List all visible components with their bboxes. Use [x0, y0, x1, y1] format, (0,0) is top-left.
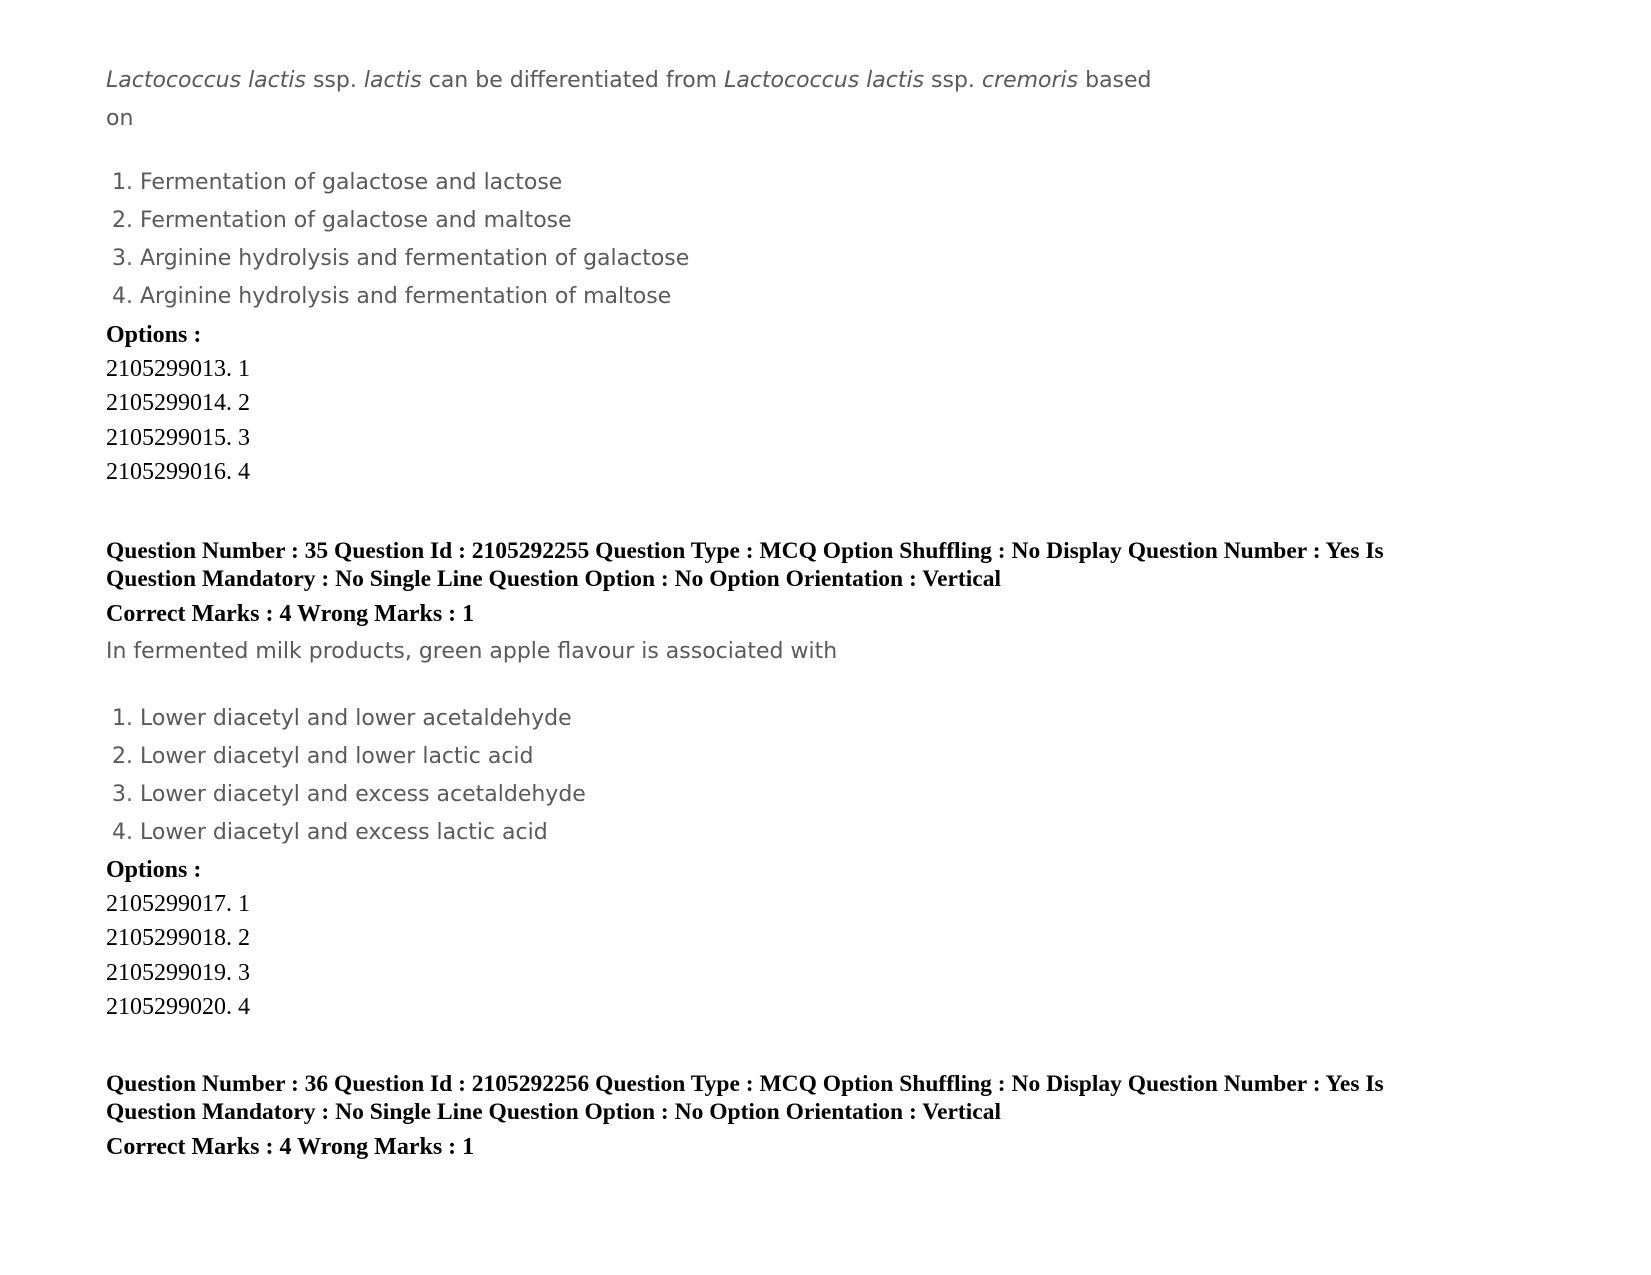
q35-options	[106, 887, 250, 1024]
q34-choice-4: 4. Arginine hydrolysis and fermentation of maltose	[112, 284, 672, 309]
q34-choice-2: 2. Fermentation of galactose and maltose	[112, 208, 572, 233]
q34-choice-1: 1. Fermentation of galactose and lactose	[112, 170, 563, 195]
q35-stem: In fermented milk products, green apple flavour is associated with	[106, 639, 838, 664]
q34-option-4: 2105299016. 4	[106, 458, 250, 485]
q34-option-1: 2105299013. 1	[106, 356, 250, 382]
q35-options-label: Options :	[106, 857, 202, 883]
q34-options	[106, 352, 250, 489]
q35-choice-3: 3. Lower diacetyl and excess acetaldehyde	[112, 782, 586, 807]
q34-choices	[112, 164, 689, 316]
q34-option-3: 2105299015. 3	[106, 424, 250, 451]
q35-choice-4: 4. Lower diacetyl and excess lactic acid	[112, 820, 548, 845]
q36-marks: Correct Marks : 4 Wrong Marks : 1	[106, 1134, 475, 1160]
q35-option-4: 2105299020. 4	[106, 993, 250, 1020]
q35-option-3: 2105299019. 3	[106, 959, 250, 986]
q35-choices	[112, 700, 586, 852]
q35-choice-2: 2. Lower diacetyl and lower lactic acid	[112, 744, 534, 769]
q35-option-2: 2105299018. 2	[106, 925, 250, 952]
q34-stem-line2: on	[106, 106, 134, 131]
q35-meta-line1: Question Number : 35 Question Id : 2105292255 Question Type : MCQ Option Shuffling : No Display Question Number : Yes Is	[106, 538, 1384, 564]
q35-option-1: 2105299017. 1	[106, 891, 250, 917]
q35-meta	[106, 537, 1546, 593]
q34-options-label: Options :	[106, 322, 202, 348]
q35-marks: Correct Marks : 4 Wrong Marks : 1	[106, 601, 475, 627]
q34-stem	[106, 62, 1152, 138]
q34-stem-line1: Lactococcus lactis ssp. lactis can be differentiated from Lactococcus lactis ssp. cremoris based	[106, 68, 1152, 93]
q34-choice-3: 3. Arginine hydrolysis and fermentation of galactose	[112, 246, 690, 271]
q36-meta-line2: Question Mandatory : No Single Line Question Option : No Option Orientation : Vertical	[106, 1099, 1001, 1125]
q35-choice-1: 1. Lower diacetyl and lower acetaldehyde	[112, 706, 572, 731]
q34-option-2: 2105299014. 2	[106, 390, 250, 417]
q35-meta-line2: Question Mandatory : No Single Line Question Option : No Option Orientation : Vertical	[106, 566, 1001, 592]
q36-meta	[106, 1070, 1546, 1126]
q36-meta-line1: Question Number : 36 Question Id : 2105292256 Question Type : MCQ Option Shuffling : No Display Question Number : Yes Is	[106, 1071, 1384, 1097]
